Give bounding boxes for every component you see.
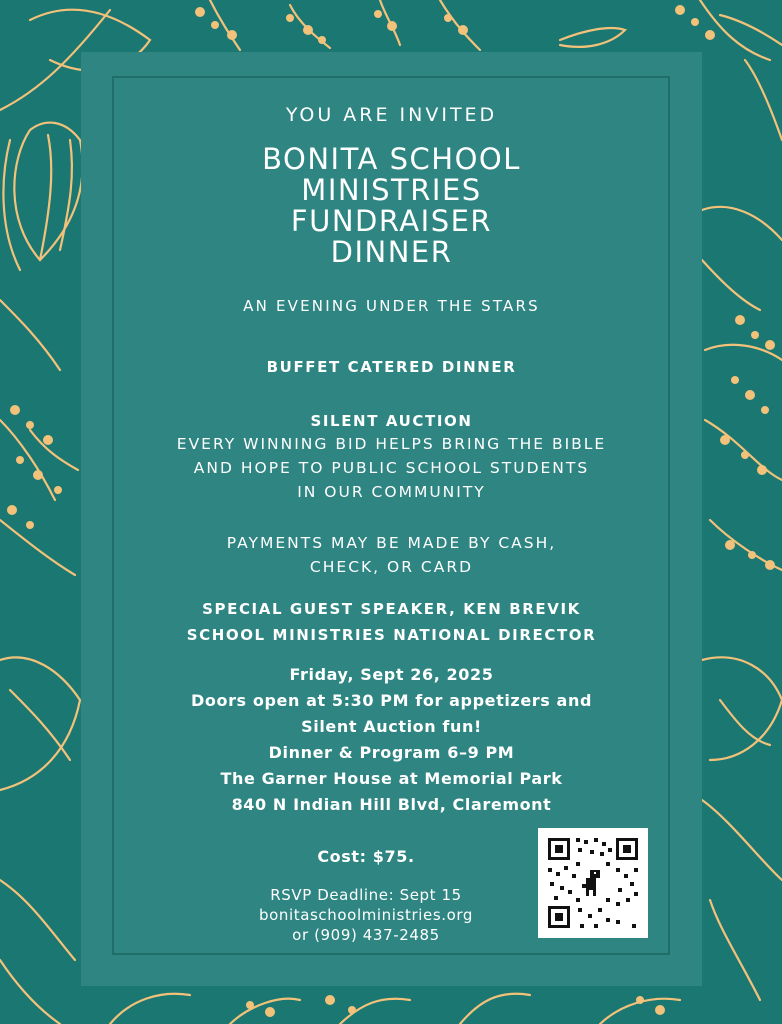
- auction-line: AND HOPE TO PUBLIC SCHOOL STUDENTS: [193, 459, 590, 477]
- title-line: FUNDRAISER: [290, 204, 493, 238]
- venue-name: The Garner House at Memorial Park: [220, 769, 563, 788]
- buffet-heading: BUFFET CATERED DINNER: [266, 358, 517, 376]
- rsvp-phone[interactable]: or (909) 437-2485: [292, 926, 440, 944]
- event-date: Friday, Sept 26, 2025: [289, 665, 494, 684]
- auction-description: [81, 432, 702, 504]
- speaker-line: SCHOOL MINISTRIES NATIONAL DIRECTOR: [186, 626, 597, 644]
- rsvp-website[interactable]: bonitaschoolministries.org: [258, 906, 474, 924]
- title-line: BONITA SCHOOL: [262, 142, 521, 176]
- rsvp-info: [196, 885, 536, 945]
- event-title: [81, 144, 702, 268]
- title-line: MINISTRIES: [301, 173, 482, 207]
- invite-kicker: YOU ARE INVITED: [285, 104, 498, 126]
- auction-heading: SILENT AUCTION: [310, 412, 473, 430]
- venue-address: 840 N Indian Hill Blvd, Claremont: [231, 795, 552, 814]
- auction-line: IN OUR COMMUNITY: [297, 483, 486, 501]
- program-time: Dinner & Program 6–9 PM: [268, 743, 515, 762]
- payment-info: [81, 531, 702, 579]
- event-subtitle: AN EVENING UNDER THE STARS: [243, 297, 540, 315]
- speaker-info: [81, 596, 702, 648]
- qr-code-graphic: [538, 828, 648, 938]
- event-details: [81, 662, 702, 818]
- invitation-card: [81, 52, 702, 986]
- payment-line: CHECK, OR CARD: [309, 558, 474, 576]
- speaker-line: SPECIAL GUEST SPEAKER, KEN BREVIK: [202, 600, 581, 618]
- title-line: DINNER: [330, 235, 453, 269]
- payment-line: PAYMENTS MAY BE MADE BY CASH,: [226, 534, 557, 552]
- rsvp-deadline: RSVP Deadline: Sept 15: [270, 886, 462, 904]
- ticket-cost: Cost: $75.: [317, 847, 415, 866]
- qr-code-icon[interactable]: [538, 828, 648, 938]
- doors-open: Doors open at 5:30 PM for appetizers and: [191, 691, 592, 710]
- auction-line: EVERY WINNING BID HELPS BRING THE BIBLE: [176, 435, 607, 453]
- doors-open-cont: Silent Auction fun!: [301, 717, 482, 736]
